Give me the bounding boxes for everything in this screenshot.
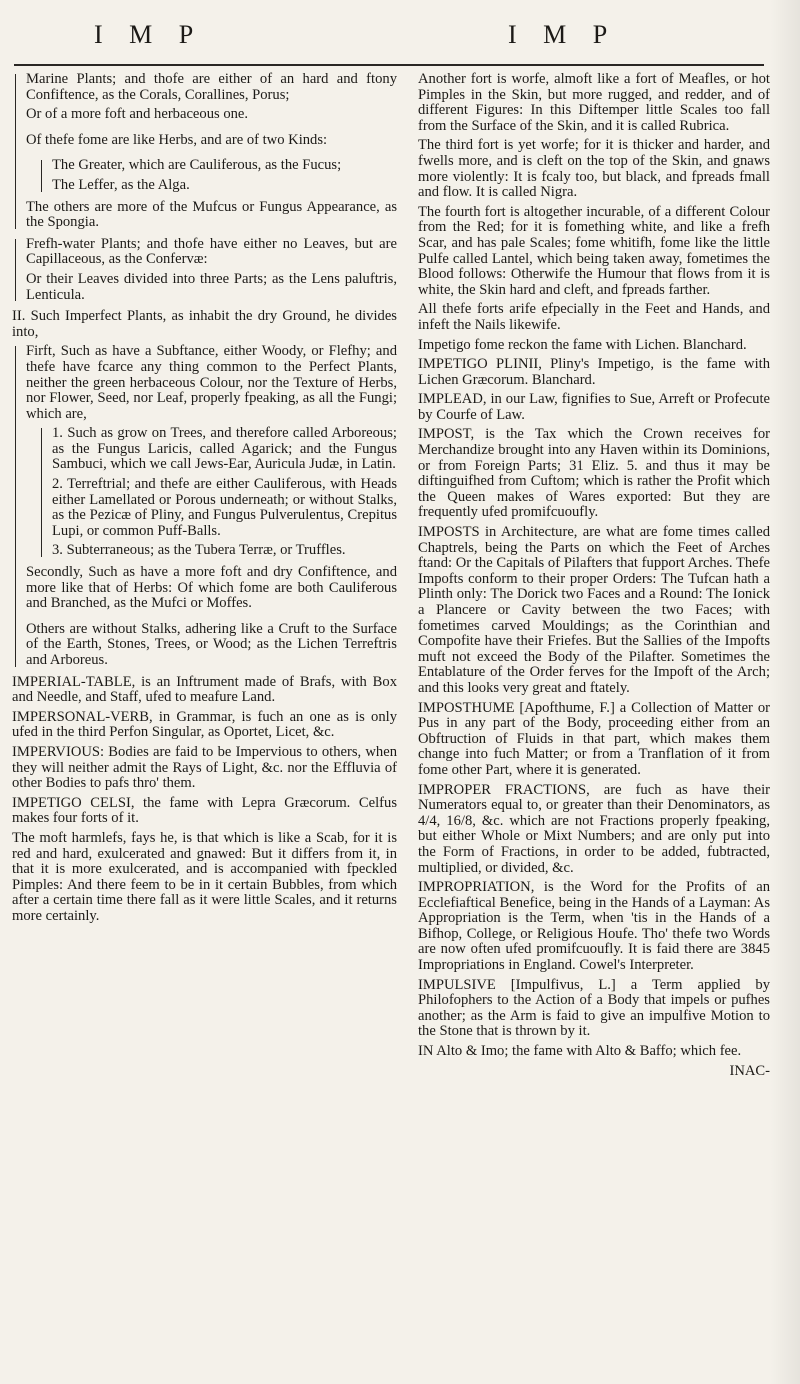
- paragraph: The fourth fort is altogether incurable, of a different Colour from the Red; for it is fomething white, and like a frefh Scar, and has pale Scales; fome whitifh, fome like the little Pulfe called Lantel, which being taken away, fometimes the Blood follows: Otherwife the Humour that flows from it is white, the Skin hard and cleft, and fpreads farther.: [418, 203, 770, 298]
- entry-imperial-table: IMPERIAL-TABLE, is an Inftrument made of Brafs, with Box and Needle, and Staff, ufed to meafure Land.: [12, 673, 397, 706]
- paragraph: The others are more of the Mufcus or Fungus Appearance, as the Spongia.: [26, 198, 397, 231]
- catchword: INAC-: [729, 1062, 770, 1079]
- paragraph: The Greater, which are Cauliferous, as the Fucus;: [52, 157, 342, 174]
- entry-impost: IMPOST, is the Tax which the Crown receives for Merchandize brought into any Haven within its Dominions, or from Foreign Parts; 31 Eliz. 5. and thus it may be diftinguifhed from Cuftom; which is rather the Profit which the Queen makes of Wares exported: But they are frequently ufed promifcuoufly.: [418, 426, 770, 521]
- entry-imposts: IMPOSTS in Architecture, are what are fome times called Chaptrels, being the Parts on which the Feet of Arches ftand: Or the Capitals of Pilafters that fupport Arches. Thefe Impofts conform to their proper Orders: The Tufcan hath a Plinth only: The Dorick two Faces and a Round: The Ionick a Plancere or Cavity between the two Faces; with fometimes carved Mouldings; as the Corinthian and Compofite have their Friefes. But the Sallies of the Impofts muft not exceed the Body of the Pilafter. Sometimes the Entablature of the Order ferves for the Impoft of the Arch; and this looks very great and ftately.: [418, 524, 770, 696]
- paragraph: Secondly, Such as have a more foft and dry Confiftence, and more like that of Herbs: Of which fome are both Cauliferous and Branched, as the Mufci or Moffes.: [26, 564, 397, 612]
- paragraph: Or their Leaves divided into three Parts; as the Lens paluftris, Lenticula.: [26, 270, 397, 303]
- entry-impetigo-plinii: IMPETIGO PLINII, Pliny's Impetigo, is the fame with Lichen Græcorum. Blanchard.: [418, 356, 770, 388]
- left-column: [12, 72, 397, 929]
- entry-impetigo-celsi: IMPETIGO CELSI, the fame with Lepra Græcorum. Celfus makes four forts of it.: [12, 794, 397, 827]
- entry-in-alto: IN Alto & Imo; the fame with Alto & Baffo; which fee.: [418, 1043, 742, 1060]
- list-item: 1. Such as grow on Trees, and therefore called Arboreous; as the Fungus Laricis, called Agarick; and the Fungus Sambuci, which we call Jews-Ear, Auricula Judæ, in Latin.: [52, 425, 397, 473]
- paragraph: All thefe forts arife efpecially in the Feet and Hands, and infeft the Nails likewife.: [418, 301, 770, 333]
- marine-plants-block: [12, 72, 397, 231]
- paragraph: Or of a more foft and herbaceous one.: [26, 106, 249, 123]
- paragraph: Another fort is worfe, almoft like a fort of Meafles, or hot Pimples in the Skin, but more rugged, and redder, and of different Figures: In this Diftemper little Scales too fall from the Surface of the Skin, and it is called Rubrica.: [418, 71, 770, 134]
- entry-implead: IMPLEAD, in our Law, fignifies to Sue, Arreft or Profecute by Courfe of Law.: [418, 391, 770, 423]
- paragraph: The third fort is yet worfe; for it is thicker and harder, and fwells more, and is cleft on the top of the Skin, and gnaws more violently: It is fcaly too, but black, and fpreads fmall and flow. It is called Nigra.: [418, 137, 770, 201]
- paragraph: The moft harmlefs, fays he, is that which is like a Scab, for it is red and hard, exulcerated and gnawed: But it differs from it, in that it is more exulcerated, and is accompanied with fpeckled Pimples: And there feem to be in it certain Bubbles, from which after a certain time there fall as it were little Scales, and it returns more certainly.: [12, 829, 397, 924]
- entry-impervious: IMPERVIOUS: Bodies are faid to be Impervious to others, when they will neither admit the Rays of Light, &c. nor the Effluvia of other Bodies to pafs thro' them.: [12, 743, 397, 792]
- entry-impulsive: IMPULSIVE [Impulfivus, L.] a Term applied by Philofophers to the Action of a Body that impels or pufhes another; as the Arm is faid to give an impulfive Motion to the Stone that is thrown by it.: [418, 976, 770, 1040]
- running-head-right: I M P: [508, 20, 618, 49]
- paragraph: Firft, Such as have a Subftance, either Woody, or Flefhy; and thefe have fcarce any thing common to the Perfect Plants, neither the green herbaceous Colour, nor the Texture of Herbs, nor Flower, Seed, nor Leaf, properly fpeaking, as all the Fungi; which are,: [26, 343, 397, 422]
- paragraph: II. Such Imperfect Plants, as inhabit the dry Ground, he divides into,: [12, 308, 397, 340]
- entry-impropriation: IMPROPRIATION, is the Word for the Profits of an Ecclefiaftical Benefice, being in the Hands of a Layman: As Appropriation is the Term, when 'tis in the Hands of a Bifhop, College, or Religious Houfe. Tho' thefe two Words are now often ufed promifcuoufly. It is faid there are 3845 Impropriations in England. Cowel's Interpreter.: [418, 879, 770, 974]
- list-item: 2. Terreftrial; and thefe are either Cauliferous, with Heads either Lamellated or Porous underneath; or without Stalks, as the Pezicæ of Pliny, and Fungus Pulverulentus, Crepitus Lupi, or common Puff-Balls.: [52, 476, 397, 539]
- page-header: [0, 14, 800, 64]
- entry-imposthume: IMPOSTHUME [Apofthume, F.] a Collection of Matter or Pus in any part of the Body, proceeding either from an Obftruction of Fluids in that part, which makes them change into fuch Matter; or from a Tranflation of it from fome other Part, where it is generated.: [418, 699, 770, 778]
- paragraph: The Leffer, as the Alga.: [52, 176, 190, 193]
- list-item: 3. Subterraneous; as the Tubera Terræ, or Truffles.: [52, 542, 346, 559]
- entry-improper-fractions: IMPROPER FRACTIONS, are fuch as have their Numerators equal to, or greater than their Denominators, as 4/4, 16/8, &c. which are not Fractions properly fpeaking, but either Whole or Mixt Numbers; and are only put into the Form of Fractions, in order to be added, fubtracted, multiplied, or divided, &c.: [418, 781, 770, 876]
- paragraph: Of thefe fome are like Herbs, and are of two Kinds:: [26, 131, 328, 148]
- fungi-list-block: [38, 426, 397, 559]
- herb-kinds-block: [38, 158, 397, 193]
- freshwater-plants-block: [12, 237, 397, 303]
- paragraph: Marine Plants; and thofe are either of an hard and ftony Confiftence, as the Corals, Corallines, Porus;: [26, 71, 397, 103]
- right-column: [418, 72, 770, 1083]
- paragraph: Others are without Stalks, adhering like a Cruft to the Surface of the Earth, Stones, Trees, or Wood; as the Lichen Terreftris and Arboreus.: [26, 620, 397, 668]
- dry-ground-block: [12, 344, 397, 668]
- page-edge-shadow: [770, 0, 800, 1384]
- paragraph: Frefh-water Plants; and thofe have either no Leaves, but are Capillaceous, as the Confervæ:: [26, 235, 397, 268]
- entry-impersonal-verb: IMPERSONAL-VERB, in Grammar, is fuch an one as is only ufed in the third Perfon Singular, as Oportet, Licet, &c.: [12, 708, 397, 741]
- header-rule: [14, 64, 764, 66]
- running-head-left: I M P: [94, 20, 204, 49]
- paragraph: Impetigo fome reckon the fame with Lichen. Blanchard.: [418, 336, 747, 353]
